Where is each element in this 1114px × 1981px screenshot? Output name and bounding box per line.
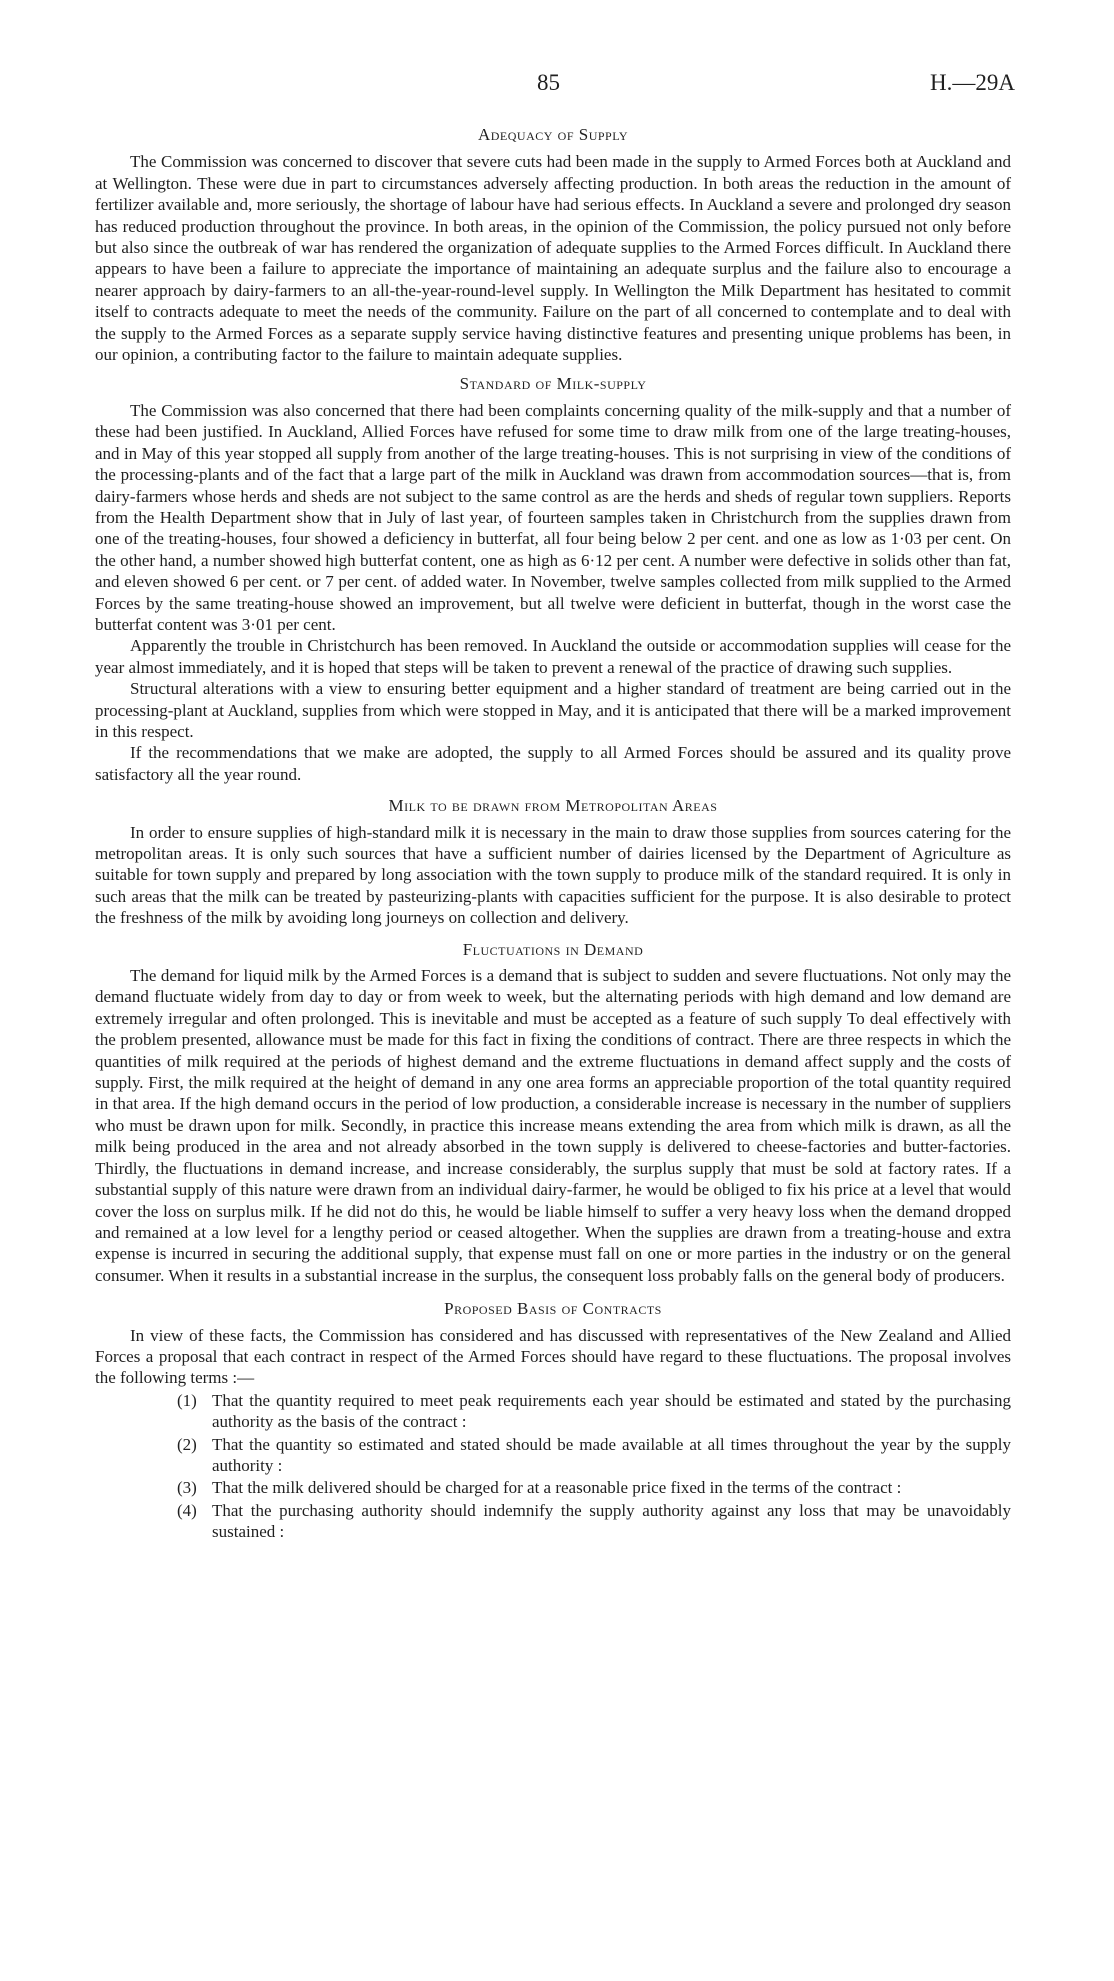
list-item-number: (4)	[177, 1500, 197, 1520]
list-item-number: (2)	[177, 1434, 197, 1454]
list-item	[177, 1390, 1011, 1433]
paragraph: Apparently the trouble in Christchurch has been removed. In Auckland the outside or accommodation supplies will cease for the year almost immediately, and it is hoped that steps will be taken to prevent a renewal of the practice of drawing such supplies.	[95, 636, 1011, 677]
section-heading: Milk to be drawn from Metropolitan Areas	[388, 796, 718, 816]
paragraph: If the recommendations that we make are adopted, the supply to all Armed Forces should be assured and its quality prove satisfactory all the year round.	[95, 743, 1011, 784]
section-heading: Standard of Milk-supply	[459, 374, 647, 394]
paragraph: The Commission was concerned to discover that severe cuts had been made in the supply to Armed Forces both at Auckland and at Wellington. These were due in part to circumstances adversely affecting production. In both areas the reduction in the amount of fertilizer available and, more seriously, the shortage of labour have had serious effects. In Auckland a severe and prolonged dry season has reduced production throughout the province. In both areas, in the opinion of the Commission, the policy pursued not only before but also since the outbreak of war has rendered the organization of adequate supplies to the Armed Forces difficult. In Auckland there appears to have been a failure to appreciate the importance of maintaining an adequate surplus and the failure also to encourage a nearer approach by dairy-farmers to an all-the-year-round-level supply. In Wellington the Milk Department has hesitated to commit itself to contracts adequate to meet the needs of the community. Failure on the part of all concerned to contemplate and to deal with the supply to the Armed Forces as a separate supply service having distinctive features and presenting unique problems has been, in our opinion, a contributing factor to the failure to maintain adequate supplies.	[95, 152, 1011, 365]
list-item-text: That the milk delivered should be charged for at a reasonable price fixed in the terms of the contract :	[212, 1478, 902, 1498]
list-item-number: (1)	[177, 1390, 197, 1410]
list-item-number: (3)	[177, 1478, 197, 1498]
paragraph: In order to ensure supplies of high-standard milk it is necessary in the main to draw those supplies from sources catering for the metropolitan areas. It is only such sources that have a sufficient number of dairies licensed by the Department of Agriculture as suitable for town supply and prepared by long association with the town supply to produce milk of the standard required. It is only in such areas that the milk can be treated by pasteurizing-plants with capacities sufficient for the purpose. It is also desirable to protect the freshness of the milk by avoiding long journeys on collection and delivery.	[95, 822, 1011, 928]
document-reference: H.—29A	[930, 70, 1015, 95]
page-body	[95, 124, 1011, 1543]
list-item	[177, 1500, 1011, 1543]
list-item	[177, 1477, 1011, 1498]
list-item	[177, 1434, 1011, 1477]
paragraph: Structural alterations with a view to ensuring better equipment and a higher standard of treatment are being carried out in the processing-plant at Auckland, supplies from which were stopped in May, and it is anticipated that there will be a marked improvement in this respect.	[95, 679, 1011, 741]
list-item-text: That the quantity so estimated and stated should be made available at all times throughout the year by the supply authority :	[212, 1434, 1011, 1475]
terms-list	[95, 1390, 1011, 1543]
page-number: 85	[537, 70, 560, 95]
paragraph: The Commission was also concerned that there had been complaints concerning quality of the milk-supply and that a number of these had been justified. In Auckland, Allied Forces have refused for some time to draw milk from one of the large treating-houses, and in May of this year stopped all supply from another of the large treating-houses. This is not surprising in view of the conditions of the processing-plants and of the fact that a large part of the milk in Auckland was drawn from accommodation sources—that is, from dairy-farmers whose herds and sheds are not subject to the same control as are the herds and sheds of regular town suppliers. Reports from the Health Department show that in July of last year, of fourteen samples taken in Christchurch from the supplies drawn from one of the treating-houses, four showed a deficiency in butterfat, all four being below 2 per cent. and one as low as 1·03 per cent. On the other hand, a number showed high butterfat content, one as high as 6·12 per cent. A number were defective in solids other than fat, and eleven showed 6 per cent. or 7 per cent. of added water. In November, twelve samples collected from milk supplied to the Armed Forces by the same treating-house showed an improvement, but all twelve were deficient in butterfat, though in the worst case the butterfat content was 3·01 per cent.	[95, 400, 1011, 634]
section-heading: Adequacy of Supply	[477, 125, 629, 144]
list-item-text: That the quantity required to meet peak requirements each year should be estimated and stated by the purchasing authority as the basis of the contract :	[212, 1390, 1011, 1432]
section-heading: Fluctuations in Demand	[462, 939, 644, 959]
paragraph: In view of these facts, the Commission has considered and has discussed with representatives of the New Zealand and Allied Forces a proposal that each contract in respect of the Armed Forces should have regard to these fluctuations. The proposal involves the following terms :—	[95, 1325, 1011, 1388]
section-heading: Proposed Basis of Contracts	[444, 1299, 662, 1319]
list-item-text: That the purchasing authority should indemnify the supply authority against any loss that may be unavoidably sustained :	[212, 1500, 1011, 1542]
paragraph: The demand for liquid milk by the Armed Forces is a demand that is subject to sudden and severe fluctuations. Not only may the demand fluctuate widely from day to day or from week to week, but the alternating periods with high demand and low demand are extremely irregular and often prolonged. This is inevitable and must be accepted as a feature of such supply To deal effectively with the problem presented, allowance must be made for this fact in fixing the conditions of contract. There are three respects in which the quantities of milk required at the periods of highest demand and the extreme fluctuations in demand affect supply and the costs of supply. First, the milk required at the height of demand in any one area forms an appreciable proportion of the total quantity required in that area. If the high demand occurs in the period of low production, a considerable increase is necessary in the number of suppliers who must be drawn upon for milk. Secondly, in practice this increase means extending the area from which milk is drawn, as all the milk being produced in the area and not already absorbed in the town supply is delivered to cheese-factories and butter-factories. Thirdly, the fluctuations in demand increase, and increase considerably, the surplus supply that must be sold at factory rates. If a substantial supply of this nature were drawn from an individual dairy-farmer, he would be obliged to fix his price at a level that would cover the loss on surplus milk. If he did not do this, he would be liable himself to suffer a very heavy loss when the demand dropped and remained at a low level for a lengthy period or ceased altogether. When the supplies are drawn from a treating-house and extra expense is incurred in securing the additional supply, that expense must fall on one or more parties in the industry or on the general consumer. When it results in a substantial increase in the surplus, the consequent loss probably falls on the general body of producers.	[95, 966, 1011, 1285]
